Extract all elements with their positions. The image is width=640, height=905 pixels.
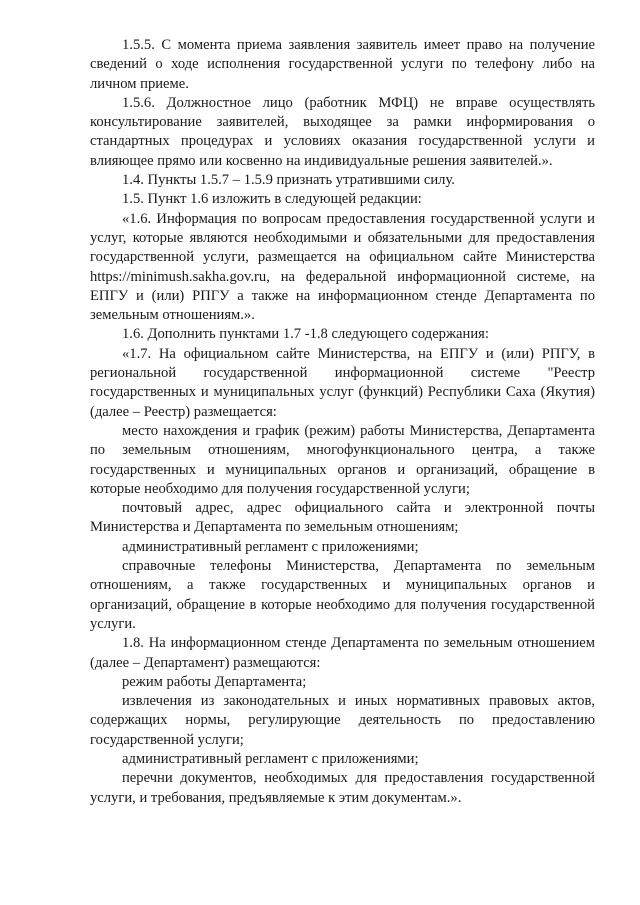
paragraph-quote-1-6: «1.6. Информация по вопросам предоставления государственной услуги и услуг, которые являются необходимыми и обязательными для предоставления государственной услуги, размещается на официальном сайте Министерства https://minimush.sakha.gov.ru, на федеральной информационной системе, на ЕПГУ и (или) РПГУ а также на информационном стенде Департамента по земельным отношениям.».	[90, 210, 595, 324]
paragraph-1-5-6: 1.5.6. Должностное лицо (работник МФЦ) не вправе осуществлять консультирование заявителей, выходящее за рамки информирования о стандартных процедурах и условиях оказания государственной услуги и влияющее прямо или косвенно на индивидуальные решения заявителей.».	[90, 94, 595, 169]
list-item-phones: справочные телефоны Министерства, Департамента по земельным отношениям, а также государственных и муниципальных органов и организаций, обращение в которые необходимо для получения государственной услуги.	[90, 558, 595, 632]
list-item-regulation-2: административный регламент с приложениями;	[122, 750, 419, 767]
list-item-law-extracts: извлечения из законодательных и иных нормативных правовых актов, содержащих нормы, регулирующие деятельность по предоставлению государственной услуги;	[90, 693, 595, 748]
document-page	[90, 36, 595, 808]
list-item-work-mode: режим работы Департамента;	[122, 673, 307, 690]
paragraph-1-4: 1.4. Пункты 1.5.7 – 1.5.9 признать утратившими силу.	[122, 172, 455, 189]
list-item-postal-address: почтовый адрес, адрес официального сайта и электронной почты Министерства и Департамента по земельным отношениям;	[90, 500, 595, 536]
paragraph-1-5: 1.5. Пункт 1.6 изложить в следующей редакции:	[122, 191, 422, 208]
paragraph-1-8: 1.8. На информационном стенде Департамента по земельным отношением (далее – Департамент) размещаются:	[90, 635, 595, 671]
paragraph-1-6: 1.6. Дополнить пунктами 1.7 -1.8 следующего содержания:	[122, 326, 489, 343]
paragraph-1-5-5: 1.5.5. С момента приема заявления заявитель имеет право на получение сведений о ходе исполнения государственной услуги по телефону либо на личном приеме.	[90, 37, 595, 92]
list-item-location: место нахождения и график (режим) работы Министерства, Департамента по земельным отношениям, многофункционального центра, а также государственных и муниципальных органов и организаций, обращение в которые необходимо для получения государственной услуги;	[90, 422, 595, 497]
list-item-documents: перечни документов, необходимых для предоставления государственной услуги, и требования, предъявляемые к этим документам.».	[90, 770, 595, 806]
paragraph-quote-1-7: «1.7. На официальном сайте Министерства, на ЕПГУ и (или) РПГУ, в региональной государственной информационной системе "Реестр государственных и муниципальных услуг (функций) Республики Саха (Якутия) (далее – Реестр) размещается:	[90, 345, 595, 420]
list-item-regulation: административный регламент с приложениями;	[122, 538, 419, 555]
